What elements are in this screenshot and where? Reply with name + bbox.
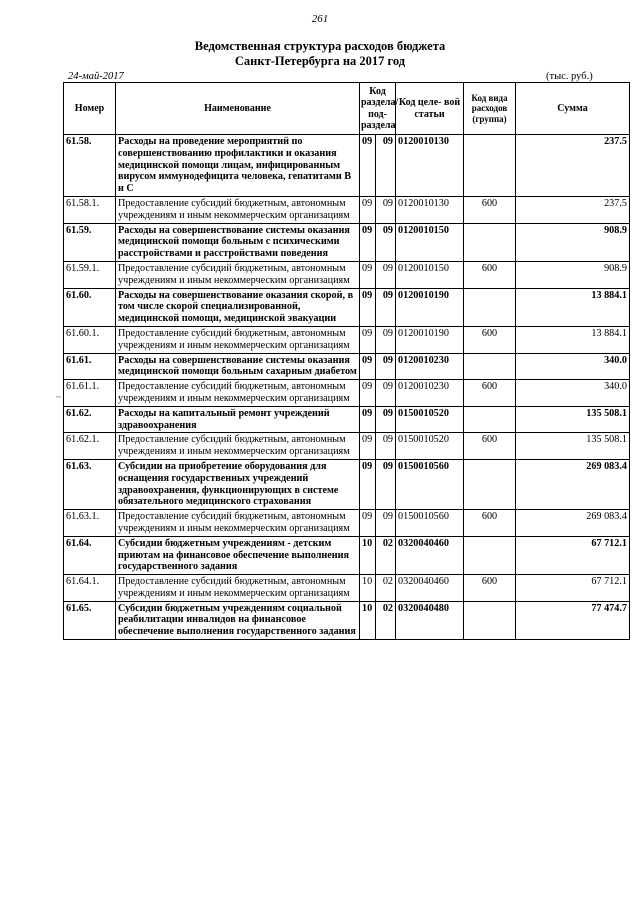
- header-kind: Код вида расходов (группа): [464, 83, 516, 135]
- row-subsection-code: 09: [376, 380, 396, 407]
- row-number: 61.62.1.: [64, 433, 116, 460]
- row-subsection-code: 09: [376, 223, 396, 261]
- row-name: Расходы на капитальный ремонт учреждений здравоохранения: [116, 406, 360, 433]
- row-subsection-code: 09: [376, 196, 396, 223]
- row-number: 61.59.1.: [64, 261, 116, 288]
- table-row: [64, 380, 630, 407]
- row-sum: 67 712.1: [516, 575, 630, 602]
- row-subsection-code: 09: [376, 433, 396, 460]
- row-section-code: 09: [360, 135, 376, 197]
- row-target-code: 0120010130: [396, 135, 464, 197]
- row-target-code: 0150010560: [396, 459, 464, 509]
- header-sum: Сумма: [516, 83, 630, 135]
- units-label: (тыс. руб.): [546, 71, 593, 82]
- row-subsection-code: 09: [376, 326, 396, 353]
- table-row: [64, 536, 630, 574]
- row-expense-kind: 600: [464, 326, 516, 353]
- table-row: [64, 575, 630, 602]
- row-section-code: 09: [360, 353, 376, 380]
- row-section-code: 09: [360, 326, 376, 353]
- row-number: 61.61.: [64, 353, 116, 380]
- row-number: 61.63.: [64, 459, 116, 509]
- row-sum: 269 083.4: [516, 510, 630, 537]
- table-row: [64, 288, 630, 326]
- table-header-row: [64, 83, 630, 135]
- row-target-code: 0120010150: [396, 261, 464, 288]
- row-target-code: 0120010230: [396, 353, 464, 380]
- row-expense-kind: 600: [464, 196, 516, 223]
- row-subsection-code: 09: [376, 406, 396, 433]
- row-number: 61.65.: [64, 601, 116, 639]
- table-row: [64, 196, 630, 223]
- row-sum: 340.0: [516, 380, 630, 407]
- row-expense-kind: [464, 288, 516, 326]
- budget-table: [63, 82, 630, 640]
- row-target-code: 0150010520: [396, 433, 464, 460]
- row-target-code: 0120010190: [396, 326, 464, 353]
- document-date: 24-май-2017: [68, 71, 124, 82]
- row-name: Расходы на проведение мероприятий по совершенствованию профилактики и оказания медицинской помощи лицам, инфицированным вирусом иммунодефицита человека, гепатитами В и С: [116, 135, 360, 197]
- row-expense-kind: [464, 459, 516, 509]
- row-expense-kind: [464, 601, 516, 639]
- row-name: Предоставление субсидий бюджетным, автономным учреждениям и иным некоммерческим организациям: [116, 261, 360, 288]
- row-target-code: 0120010130: [396, 196, 464, 223]
- row-sum: 135 508.1: [516, 406, 630, 433]
- header-target: Код целе- вой статьи: [396, 83, 464, 135]
- row-section-code: 10: [360, 536, 376, 574]
- table-row: [64, 459, 630, 509]
- table-row: [64, 510, 630, 537]
- row-sum: 340.0: [516, 353, 630, 380]
- row-name: Предоставление субсидий бюджетным, автономным учреждениям и иным некоммерческим организациям: [116, 510, 360, 537]
- row-sum: 908.9: [516, 223, 630, 261]
- row-expense-kind: [464, 135, 516, 197]
- title-line-2: Санкт-Петербурга на 2017 год: [234, 54, 406, 68]
- row-name: Расходы на совершенствование оказания скорой, в том числе скорой специализированной, медицинской помощи, медицинской эвакуации: [116, 288, 360, 326]
- row-sum: 237.5: [516, 196, 630, 223]
- row-number: 61.58.: [64, 135, 116, 197]
- row-sum: 135 508.1: [516, 433, 630, 460]
- row-expense-kind: [464, 353, 516, 380]
- row-section-code: 09: [360, 406, 376, 433]
- table-row: [64, 601, 630, 639]
- row-sum: 908.9: [516, 261, 630, 288]
- row-number: 61.63.1.: [64, 510, 116, 537]
- table-row: [64, 353, 630, 380]
- margin-mark: ~: [56, 392, 61, 402]
- row-expense-kind: 600: [464, 261, 516, 288]
- row-target-code: 0320040460: [396, 575, 464, 602]
- row-name: Субсидии бюджетным учреждениям - детским приютам на финансовое обеспечение выполнения государственного задания: [116, 536, 360, 574]
- row-target-code: 0150010560: [396, 510, 464, 537]
- row-name: Предоставление субсидий бюджетным, автономным учреждениям и иным некоммерческим организациям: [116, 326, 360, 353]
- row-target-code: 0120010150: [396, 223, 464, 261]
- row-name: Предоставление субсидий бюджетным, автономным учреждениям и иным некоммерческим организациям: [116, 380, 360, 407]
- row-section-code: 09: [360, 288, 376, 326]
- row-subsection-code: 09: [376, 510, 396, 537]
- row-section-code: 09: [360, 261, 376, 288]
- row-section-code: 09: [360, 510, 376, 537]
- header-section: Код раздела/ под- раздела: [360, 83, 396, 135]
- row-sum: 13 884.1: [516, 326, 630, 353]
- row-target-code: 0320040460: [396, 536, 464, 574]
- header-number: Номер: [64, 83, 116, 135]
- row-subsection-code: 09: [376, 261, 396, 288]
- row-name: Предоставление субсидий бюджетным, автономным учреждениям и иным некоммерческим организациям: [116, 433, 360, 460]
- row-subsection-code: 02: [376, 575, 396, 602]
- row-expense-kind: 600: [464, 380, 516, 407]
- table-row: [64, 135, 630, 197]
- row-number: 61.58.1.: [64, 196, 116, 223]
- row-subsection-code: 09: [376, 135, 396, 197]
- row-sum: 13 884.1: [516, 288, 630, 326]
- row-number: 61.64.: [64, 536, 116, 574]
- row-section-code: 09: [360, 380, 376, 407]
- row-expense-kind: 600: [464, 575, 516, 602]
- row-subsection-code: 02: [376, 536, 396, 574]
- row-subsection-code: 09: [376, 288, 396, 326]
- table-body: [64, 135, 630, 640]
- table-row: [64, 326, 630, 353]
- row-target-code: 0320040480: [396, 601, 464, 639]
- row-number: 61.61.1.: [64, 380, 116, 407]
- row-target-code: 0150010520: [396, 406, 464, 433]
- row-name: Предоставление субсидий бюджетным, автономным учреждениям и иным некоммерческим организациям: [116, 575, 360, 602]
- row-name: Субсидии на приобретение оборудования для оснащения государственных учреждений здравоохранения, функционирующих в системе обязательного медицинского страхования: [116, 459, 360, 509]
- table-row: [64, 406, 630, 433]
- document-title: [0, 39, 640, 69]
- row-section-code: 09: [360, 223, 376, 261]
- row-name: Предоставление субсидий бюджетным, автономным учреждениям и иным некоммерческим организациям: [116, 196, 360, 223]
- header-name: Наименование: [116, 83, 360, 135]
- row-number: 61.59.: [64, 223, 116, 261]
- row-subsection-code: 09: [376, 353, 396, 380]
- table-row: [64, 433, 630, 460]
- row-target-code: 0120010230: [396, 380, 464, 407]
- row-subsection-code: 09: [376, 459, 396, 509]
- row-number: 61.62.: [64, 406, 116, 433]
- row-target-code: 0120010190: [396, 288, 464, 326]
- page-number: 261: [311, 13, 329, 25]
- row-expense-kind: [464, 223, 516, 261]
- row-sum: 237.5: [516, 135, 630, 197]
- row-subsection-code: 02: [376, 601, 396, 639]
- row-expense-kind: 600: [464, 510, 516, 537]
- row-section-code: 10: [360, 601, 376, 639]
- row-section-code: 09: [360, 196, 376, 223]
- table-row: [64, 223, 630, 261]
- row-expense-kind: 600: [464, 433, 516, 460]
- row-sum: 67 712.1: [516, 536, 630, 574]
- row-number: 61.60.1.: [64, 326, 116, 353]
- row-name: Расходы на совершенствование системы оказания медицинской помощи больным сахарным диабетом: [116, 353, 360, 380]
- row-name: Субсидии бюджетным учреждениям социальной реабилитации инвалидов на финансовое обеспечение выполнения государственного задания: [116, 601, 360, 639]
- row-expense-kind: [464, 536, 516, 574]
- row-expense-kind: [464, 406, 516, 433]
- row-section-code: 09: [360, 459, 376, 509]
- table-row: [64, 261, 630, 288]
- row-name: Расходы на совершенствование системы оказания медицинской помощи больным с психическими расстройствами и расстройствами поведения: [116, 223, 360, 261]
- title-line-1: Ведомственная структура расходов бюджета: [194, 39, 446, 53]
- row-section-code: 09: [360, 433, 376, 460]
- row-sum: 77 474.7: [516, 601, 630, 639]
- row-sum: 269 083.4: [516, 459, 630, 509]
- row-number: 61.60.: [64, 288, 116, 326]
- row-section-code: 10: [360, 575, 376, 602]
- row-number: 61.64.1.: [64, 575, 116, 602]
